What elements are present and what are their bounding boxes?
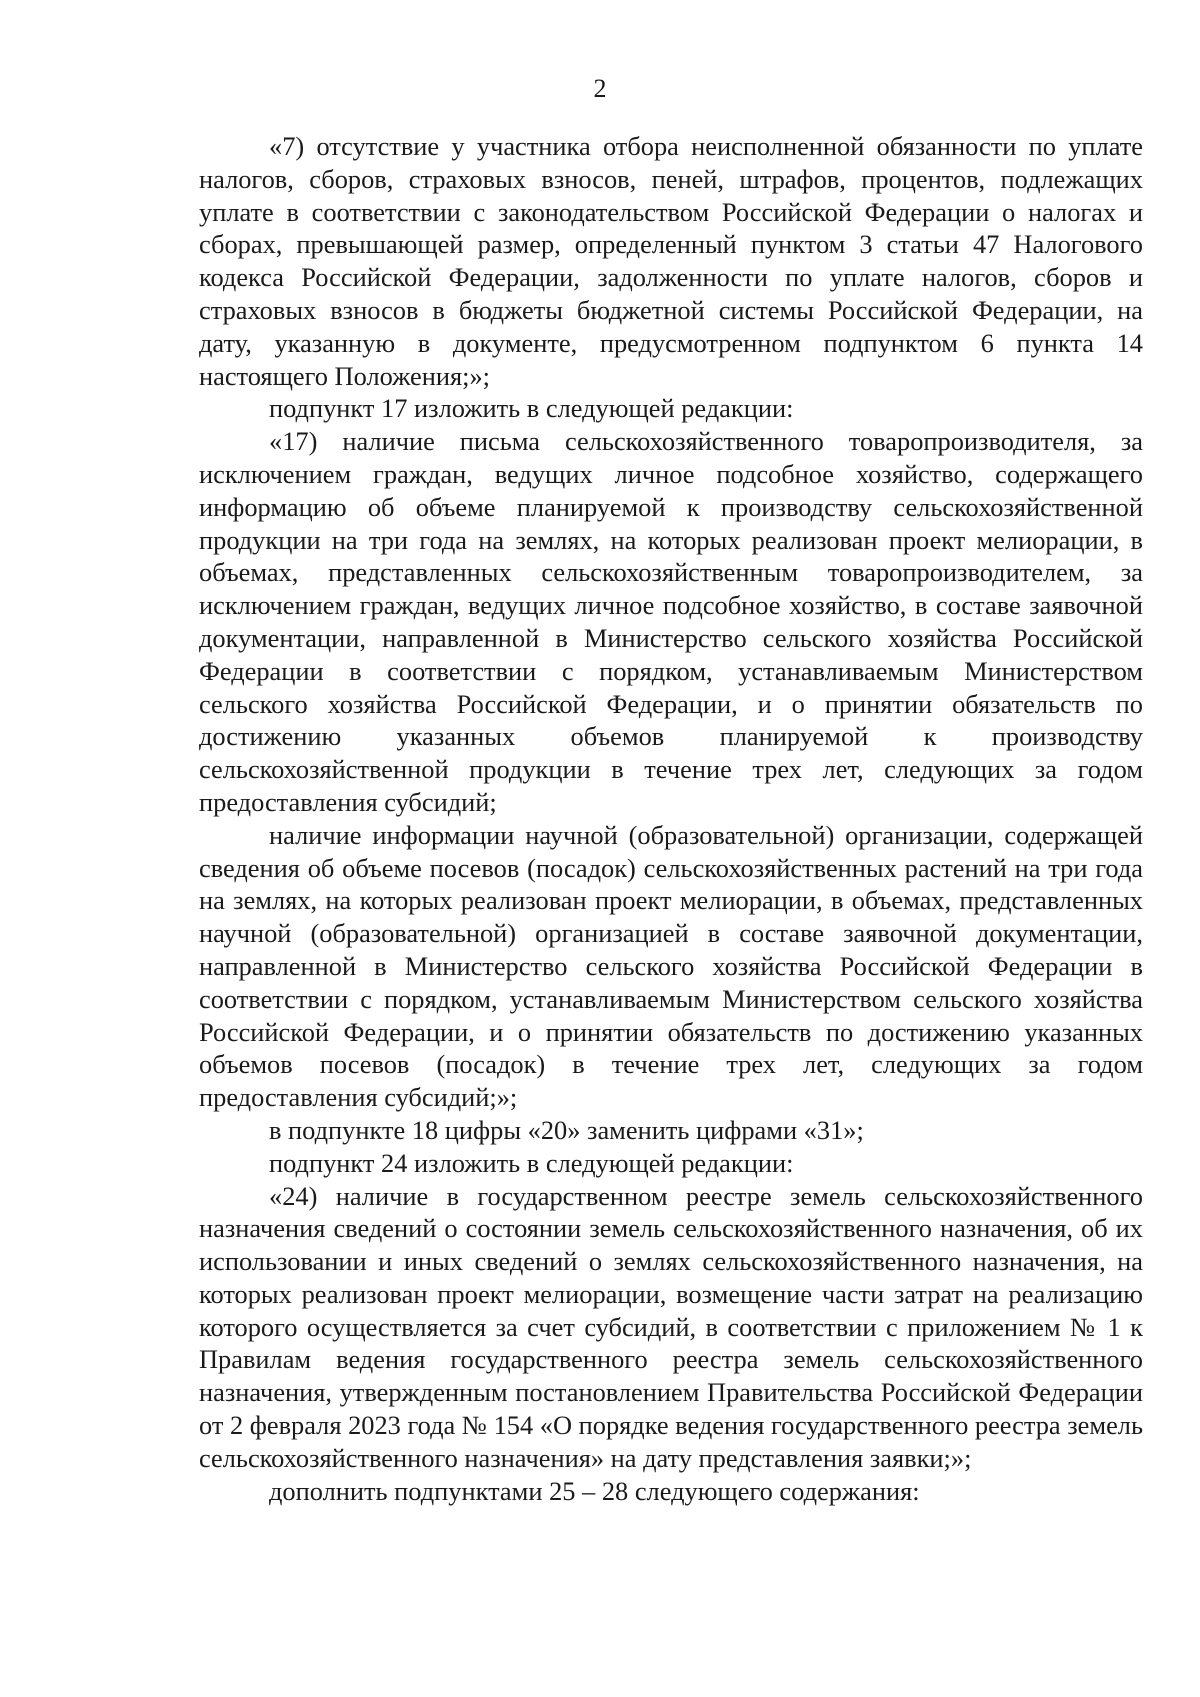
paragraph-instruction-24: подпункт 24 изложить в следующей редакции: bbox=[269, 1147, 794, 1178]
paragraph-scientific-organization: наличие информации научной (образовательной) организации, содержащей сведения об объеме посевов (посадок) сельскохозяйственных растений на три года на землях, на которых реализован проект мелиорации, в объемах, представленных научной (образовательной) организацией в составе заявочной документации, направленной в Министерство сельского хозяйства Российской Федерации в соответствии с порядком, устанавливаемым Министерством сельского хозяйства Российской Федерации, и о принятии обязательств по достижению указанных объемов посевов (посадок) в течение трех лет, следующих за годом предоставления субсидий;»; bbox=[199, 819, 1143, 1113]
paragraph-instruction-17: подпункт 17 изложить в следующей редакции: bbox=[269, 393, 794, 424]
paragraph-subitem-7: «7) отсутствие у участника отбора неисполненной обязанности по уплате налогов, сборов, страховых взносов, пеней, штрафов, процентов, подлежащих уплате в соответствии с законодательством Российской Федерации о налогах и сборах, превышающей размер, определенный пунктом 3 статьи 47 Налогового кодекса Российской Федерации, задолженности по уплате налогов, сборов и страховых взносов в бюджеты бюджетной системы Российской Федерации, на дату, указанную в документе, предусмотренном подпунктом 6 пункта 14 настоящего Положения;»; bbox=[199, 131, 1143, 391]
page-number: 2 bbox=[593, 74, 607, 103]
paragraph-subitem-24: «24) наличие в государственном реестре земель сельскохозяйственного назначения сведений о состоянии земель сельскохозяйственного назначения, об их использовании и иных сведений о землях сельскохозяйственного назначения, на которых реализован проект мелиорации, возмещение части затрат на реализацию которого осуществляется за счет субсидий, в соответствии с приложением № 1 к Правилам ведения государственного реестра земель сельскохозяйственного назначения, утвержденным постановлением Правительства Российской Федерации от 2 февраля 2023 года № 154 «О порядке ведения государственного реестра земель сельскохозяйственного назначения» на дату представления заявки;»; bbox=[199, 1180, 1144, 1473]
paragraph-subitem-18-change: в подпункте 18 цифры «20» заменить цифрами «31»; bbox=[269, 1114, 864, 1145]
paragraph-subitem-17: «17) наличие письма сельскохозяйственного товаропроизводителя, за исключением граждан, ведущих личное подсобное хозяйство, содержащего информацию об объеме планируемой к производству сельскохозяйственной продукции на три года на землях, на которых реализован проект мелиорации, в объемах, представленных сельскохозяйственным товаропроизводителем, за исключением граждан, ведущих личное подсобное хозяйство, в составе заявочной документации, направленной в Министерство сельского хозяйства Российской Федерации в соответствии с порядком, устанавливаемым Министерством сельского хозяйства Российской Федерации, и о принятии обязательств по достижению указанных объемов планируемой к производству сельскохозяйственной продукции в течение трех лет, следующих за годом предоставления субсидий; bbox=[199, 426, 1143, 817]
paragraph-add-subitems-25-28: дополнить подпунктами 25 – 28 следующего содержания: bbox=[269, 1475, 920, 1506]
document-body bbox=[199, 130, 1143, 1507]
